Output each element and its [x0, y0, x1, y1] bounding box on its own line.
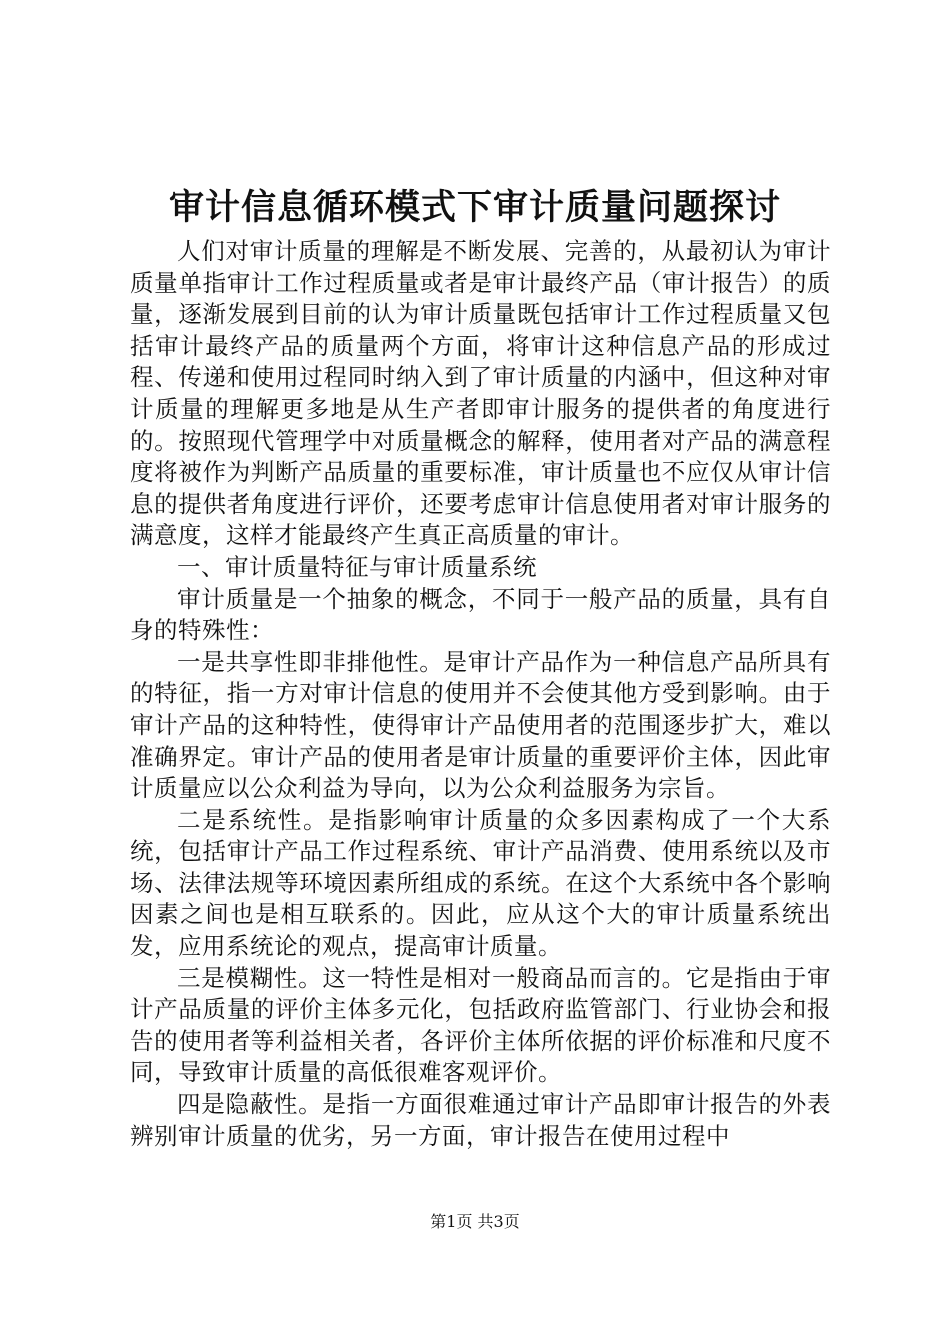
paragraph-systemic: 二是系统性。是指影响审计质量的众多因素构成了一个大系统，包括审计产品工作过程系统、审计产品消费、使用系统以及市场、法律法规等环境因素所组成的系统。在这个大系统中各个影响因素之间也是相互联系的。因此，应从这个大的审计质量系统出发，应用系统论的观点，提高审计质量。 [130, 805, 831, 961]
paragraph-concealment: 四是隐蔽性。是指一方面很难通过审计产品即审计报告的外表辨别审计质量的优劣，另一方面，审计报告在使用过程中 [130, 1090, 831, 1150]
document-body [130, 236, 831, 1152]
document-title: 审计信息循环模式下审计质量问题探讨 [168, 187, 781, 228]
page-footer: 第1页 共3页 [430, 1212, 520, 1231]
paragraph-sharing: 一是共享性即非排他性。是审计产品作为一种信息产品所具有的特征，指一方对审计信息的使用并不会使其他方受到影响。由于审计产品的这种特性，使得审计产品使用者的范围逐步扩大，难以准确界定。审计产品的使用者是审计质量的重要评价主体，因此审计质量应以公众利益为导向，以为公众利益服务为宗旨。 [130, 647, 831, 803]
paragraph-intro: 人们对审计质量的理解是不断发展、完善的，从最初认为审计质量单指审计工作过程质量或者是审计最终产品（审计报告）的质量，逐渐发展到目前的认为审计质量既包括审计工作过程质量又包括审计最终产品的质量两个方面，将审计这种信息产品的形成过程、传递和使用过程同时纳入到了审计质量的内涵中，但这种对审计质量的理解更多地是从生产者即审计服务的提供者的角度进行的。按照现代管理学中对质量概念的解释，使用者对产品的满意程度将被作为判断产品质量的重要标准，审计质量也不应仅从审计信息的提供者角度进行评价，还要考虑审计信息使用者对审计服务的满意度，这样才能最终产生真正高质量的审计。 [130, 237, 831, 550]
paragraph-fuzziness: 三是模糊性。这一特性是相对一般商品而言的。它是指由于审计产品质量的评价主体多元化，包括政府监管部门、行业协会和报告的使用者等利益相关者，各评价主体所依据的评价标准和尺度不同，导致审计质量的高低很难客观评价。 [130, 963, 831, 1087]
section-heading-1: 一、审计质量特征与审计质量系统 [177, 552, 537, 581]
paragraph-quality-concept: 审计质量是一个抽象的概念，不同于一般产品的质量，具有自身的特殊性： [130, 584, 831, 645]
